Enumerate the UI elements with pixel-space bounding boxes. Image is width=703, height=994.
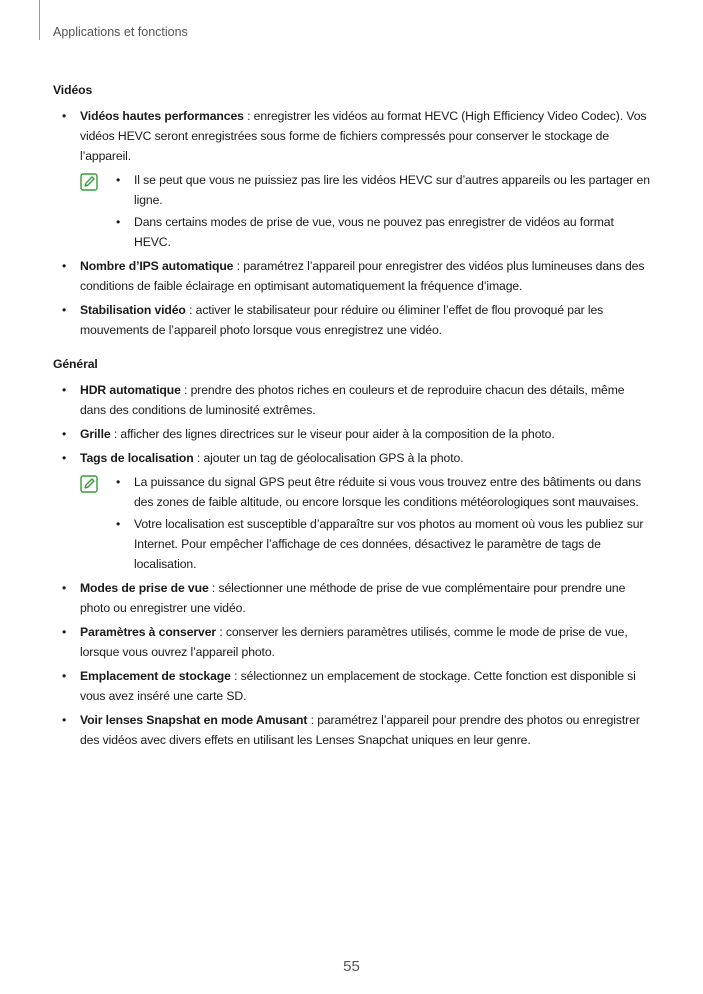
setting-term: Tags de localisation bbox=[80, 451, 194, 465]
note-pencil-icon bbox=[80, 475, 98, 493]
note-item: • Votre localisation est susceptible d’apparaître sur vos photos au moment où vous les publiez sur Internet. Pour empêcher l’affichage de ces données, désactivez le paramètre de tags de localisation. bbox=[107, 514, 653, 574]
setting-description: : enregistrer les vidéos au format HEVC (High Efficiency Video Codec). Vos vidéos HEVC seront enregistrées sous forme de fichiers compressés pour conserver le stockage de l’appareil. bbox=[80, 109, 647, 163]
list-item bbox=[53, 300, 653, 340]
setting-description: : afficher des lignes directrices sur le viseur pour aider à la composition de la photo. bbox=[110, 427, 555, 441]
setting-description: : sélectionnez un emplacement de stockage. Cette fonction est disponible si vous avez inséré une carte SD. bbox=[80, 669, 636, 703]
page-content bbox=[53, 80, 653, 754]
setting-term: Voir lenses Snapshat en mode Amusant bbox=[80, 713, 308, 727]
setting-term: Nombre d’IPS automatique bbox=[80, 259, 234, 273]
setting-description: : sélectionner une méthode de prise de vue complémentaire pour prendre une photo ou enregistrer une vidéo. bbox=[80, 581, 626, 615]
note-list bbox=[107, 170, 653, 252]
list-item bbox=[53, 666, 653, 706]
list-item bbox=[53, 710, 653, 750]
note-item: • Dans certains modes de prise de vue, vous ne pouvez pas enregistrer de vidéos au format HEVC. bbox=[107, 212, 653, 252]
setting-term: Grille bbox=[80, 427, 111, 441]
setting-description: : paramétrez l’appareil pour prendre des photos ou enregistrer des vidéos avec divers effets en utilisant les Lenses Snapchat uniques en leur genre. bbox=[80, 713, 640, 747]
note-pencil-icon bbox=[80, 173, 98, 191]
setting-term: Paramètres à conserver bbox=[80, 625, 217, 639]
videos-settings-list-continued bbox=[53, 256, 653, 340]
list-item bbox=[53, 106, 653, 166]
section-title-general: Général bbox=[53, 357, 98, 371]
list-item bbox=[53, 448, 653, 468]
section-title-videos: Vidéos bbox=[53, 83, 93, 97]
setting-description: : ajouter un tag de géolocalisation GPS à la photo. bbox=[193, 451, 464, 465]
setting-term: Vidéos hautes performances bbox=[80, 109, 244, 123]
setting-term: Modes de prise de vue bbox=[80, 581, 209, 595]
note-box bbox=[53, 170, 653, 252]
note-list bbox=[107, 472, 653, 574]
setting-description: : prendre des photos riches en couleurs et de reproduire chacun des détails, même dans des conditions de luminosité extrêmes. bbox=[80, 383, 625, 417]
setting-description: : paramétrez l’appareil pour enregistrer des vidéos plus lumineuses dans des conditions de faible éclairage en optimisant automatiquement la fréquence d’image. bbox=[80, 259, 645, 293]
setting-term: Stabilisation vidéo bbox=[80, 303, 186, 317]
note-item: • La puissance du signal GPS peut être réduite si vous vous trouvez entre des bâtiments ou dans des zones de faible altitude, ou encore lorsque les conditions météorologiques sont mauvaises. bbox=[107, 472, 653, 512]
list-item bbox=[53, 424, 653, 444]
setting-description: : activer le stabilisateur pour réduire ou éliminer l’effet de flou provoqué par les mouvements de l’appareil photo lorsque vous enregistrez une vidéo. bbox=[80, 303, 604, 337]
list-item bbox=[53, 380, 653, 420]
list-item bbox=[53, 256, 653, 296]
note-box bbox=[53, 472, 653, 574]
header-divider bbox=[39, 0, 40, 40]
videos-settings-list bbox=[53, 106, 653, 166]
setting-description: : conserver les derniers paramètres utilisés, comme le mode de prise de vue, lorsque vous ouvrez l’appareil photo. bbox=[80, 625, 628, 659]
note-item: • Il se peut que vous ne puissiez pas lire les vidéos HEVC sur d’autres appareils ou les partager en ligne. bbox=[107, 170, 653, 210]
general-settings-list-continued bbox=[53, 578, 653, 750]
list-item bbox=[53, 622, 653, 662]
setting-term: HDR automatique bbox=[80, 383, 181, 397]
page-header-title: Applications et fonctions bbox=[53, 25, 188, 39]
page-number: 55 bbox=[343, 958, 360, 975]
general-settings-list bbox=[53, 380, 653, 468]
list-item bbox=[53, 578, 653, 618]
setting-term: Emplacement de stockage bbox=[80, 669, 231, 683]
